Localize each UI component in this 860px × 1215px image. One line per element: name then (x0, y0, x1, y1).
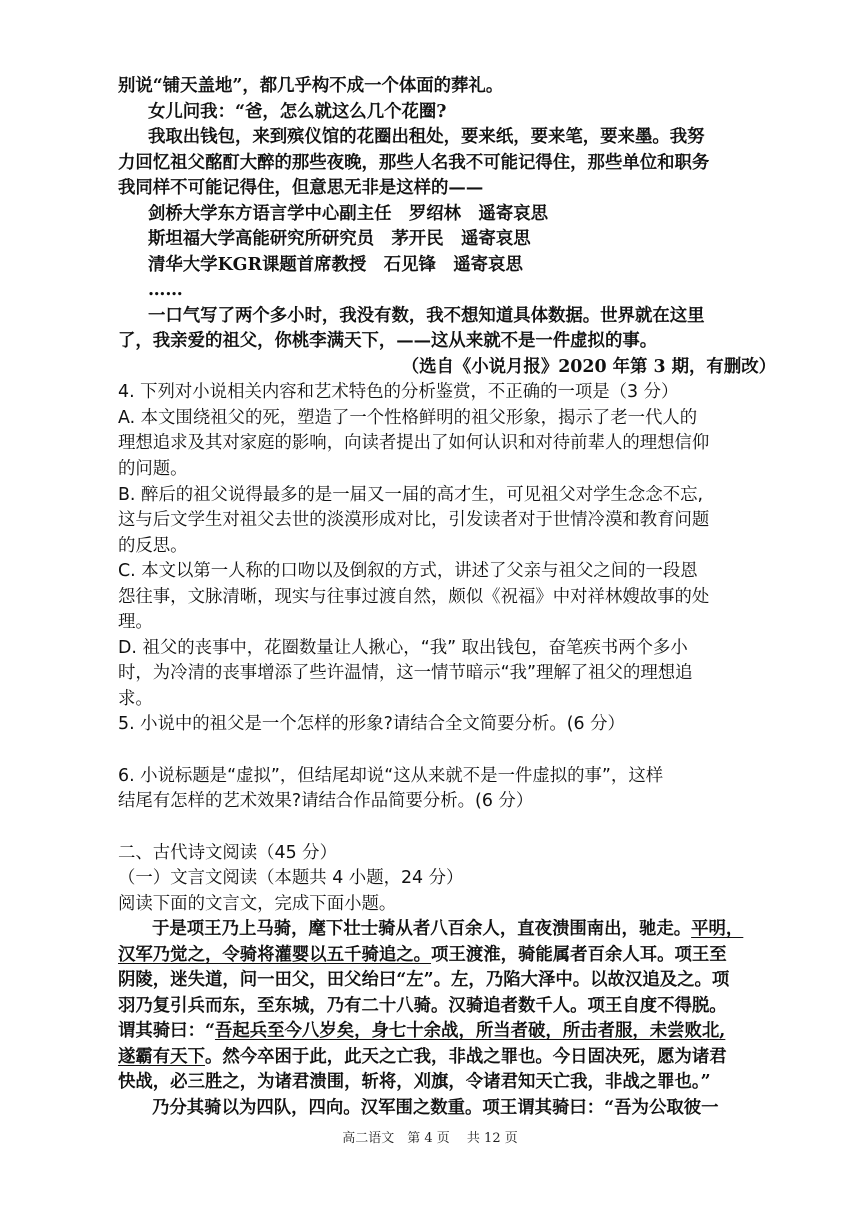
story-line: 了，我亲爱的祖父，你桃李满天下，——这从来就不是一件虚拟的事。 (118, 331, 658, 351)
passage-line (118, 1019, 725, 1043)
passage-line: 羽乃复引兵而东，至东城，乃有二十八骑。汉骑追者数千人。项王自度不得脱。 (118, 996, 727, 1016)
ellipsis-line: …… (148, 280, 183, 300)
question-4: 4. 下列对小说相关内容和艺术特色的分析鉴赏，不正确的一项是（3 分） (118, 382, 679, 402)
story-line: 女儿问我：“爸，怎么就这么几个花圈? (148, 102, 447, 122)
story-line: 我同样不可能记得住，但意思无非是这样的—— (118, 178, 484, 198)
passage-line: 阴陵，迷失道，问一田父，田父绐曰“左”。左，乃陷大泽中。以故汉追及之。项 (118, 970, 730, 990)
option-b-cont: 这与后文学生对祖父去世的淡漠形成对比，引发读者对于世情冷漠和教育问题 (118, 510, 710, 530)
option-b-cont: 的反思。 (118, 536, 188, 556)
question-5: 5. 小说中的祖父是一个怎样的形象?请结合全文简要分析。(6 分） (118, 714, 625, 734)
elegy-line: 斯坦福大学高能研究所研究员 茅开民 遥寄哀思 (148, 229, 531, 249)
page-footer: 高二语文 第 4 页 共 12 页 (342, 1131, 518, 1146)
option-a-cont: 的问题。 (118, 459, 188, 479)
section-title: 二、古代诗文阅读（45 分） (118, 843, 337, 863)
story-line: 一口气写了两个多小时，我没有数，我不想知道具体数据。世界就在这里 (148, 306, 705, 326)
underlined-text: 平明， (691, 919, 744, 939)
option-a-cont: 理想追求及其对家庭的影响，向读者提出了如何认识和对待前辈人的理想信仰 (118, 433, 710, 453)
instruction: 阅读下面的文言文，完成下面小题。 (118, 894, 397, 914)
question-6: 6. 小说标题是“虚拟”，但结尾却说“这从来就不是一件虚拟的事”，这样 (118, 766, 664, 786)
story-line: 力回忆祖父酩酊大醉的那些夜晚，那些人名我不可能记得住，那些单位和职务 (118, 153, 710, 173)
source-note: （选自《小说月报》2020 年第 3 期，有删改） (401, 357, 776, 377)
option-d-cont: 时，为冷清的丧事增添了些许温情，这一情节暗示“我”理解了祖父的理想追 (118, 663, 693, 683)
passage-text: 项王渡淮，骑能属者百余人耳。项王至 (431, 945, 727, 965)
option-c-cont: 怨往事，文脉清晰，现实与往事过渡自然，颇似《祝福》中对祥林嫂故事的处 (118, 587, 710, 607)
story-line: 别说“铺天盖地”，都几乎构不成一个体面的葬礼。 (118, 76, 504, 96)
passage-text: 于是项王乃上马骑，麾下壮士骑从者八百余人，直夜溃围南出，驰走。 (152, 919, 692, 939)
passage-line (118, 943, 727, 967)
passage-line (118, 1045, 727, 1069)
option-c: C. 本文以第一人称的口吻以及倒叙的方式，讲述了父亲与祖父之间的一段恩 (118, 561, 698, 581)
subsection-title: （一）文言文阅读（本题共 4 小题，24 分） (118, 868, 464, 888)
underlined-text: 汉军乃觉之，令骑将灌婴以五千骑追之。 (118, 945, 432, 965)
story-line: 我取出钱包，来到殡仪馆的花圈出租处，要来纸，要来笔，要来墨。我努 (148, 127, 705, 147)
option-d: D. 祖父的丧事中，花圈数量让人揪心，“我” 取出钱包，奋笔疾书两个多小 (118, 638, 688, 658)
underlined-text: 遂霸有天下 (118, 1047, 205, 1067)
option-a: A. 本文围绕祖父的死，塑造了一个性格鲜明的祖父形象，揭示了老一代人的 (118, 408, 698, 428)
passage-line: 快战，必三胜之，为诸君溃围，斩将，刈旗，令诸君知天亡我，非战之罪也。” (118, 1072, 711, 1092)
option-c-cont: 理。 (118, 612, 153, 632)
option-d-cont: 求。 (118, 689, 153, 709)
question-6-cont: 结尾有怎样的艺术效果?请结合作品简要分析。(6 分） (118, 791, 534, 811)
elegy-line: 清华大学KGR课题首席教授 石见锋 遥寄哀思 (148, 255, 523, 275)
passage-line (152, 917, 743, 941)
option-b: B. 醉后的祖父说得最多的是一届又一届的高才生，可见祖父对学生念念不忘, (118, 485, 704, 505)
passage-text: 谓其骑曰：“ (118, 1021, 215, 1041)
underlined-text: 吾起兵至今八岁矣，身七十余战，所当者破，所击者服，未尝败北, (214, 1021, 726, 1041)
elegy-line: 剑桥大学东方语言学中心副主任 罗绍林 遥寄哀思 (148, 204, 548, 224)
passage-line: 乃分其骑以为四队，四向。汉军围之数重。项王谓其骑曰：“吾为公取彼一 (152, 1098, 719, 1118)
passage-text: 。然今卒困于此，此天之亡我，非战之罪也。今日固决死，愿为诸君 (204, 1047, 727, 1067)
